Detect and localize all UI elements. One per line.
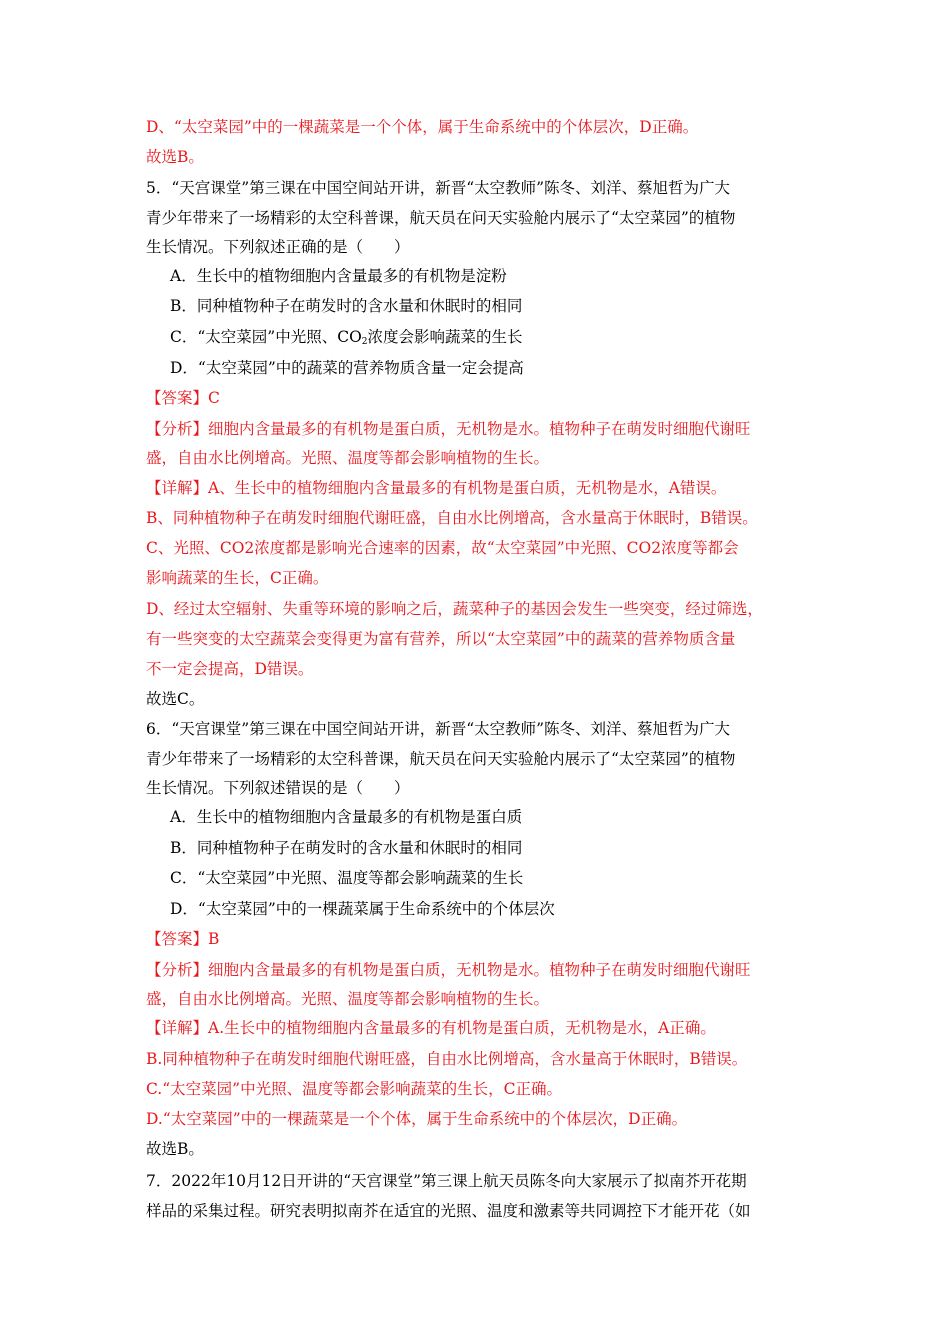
q5-option-a: A．生长中的植物细胞内含量最多的有机物是淀粉: [170, 267, 507, 285]
prev-conclusion: 故选B。: [146, 148, 204, 166]
q5-analysis-line-2: 盛，自由水比例增高。光照、温度等都会影响植物的生长。: [146, 449, 550, 467]
q6-answer: 【答案】B: [146, 930, 220, 948]
q6-detail-line-2: B.同种植物种子在萌发时细胞代谢旺盛，自由水比例增高，含水量高于休眠时，B错误。: [146, 1050, 748, 1068]
q5-option-c-text: C．“太空菜园”中光照、CO: [170, 328, 362, 346]
prev-detail-d: D、“太空菜园”中的一棵蔬菜是一个个体，属于生命系统中的个体层次，D正确。: [146, 118, 699, 136]
q6-option-a: A．生长中的植物细胞内含量最多的有机物是蛋白质: [170, 808, 523, 826]
q6-analysis-line-1: 【分析】细胞内含量最多的有机物是蛋白质，无机物是水。植物种子在萌发时细胞代谢旺: [146, 961, 751, 979]
q7-stem-line-1: 7．2022年10月12日开讲的“天宫课堂”第三课上航天员陈冬向大家展示了拟南芥开花期: [146, 1172, 747, 1190]
q5-detail-line-4: 影响蔬菜的生长，C正确。: [146, 569, 329, 587]
q6-conclusion: 故选B。: [146, 1140, 204, 1158]
q5-stem-line-2: 青少年带来了一场精彩的太空科普课，航天员在问天实验舱内展示了“太空菜园”的植物: [146, 209, 736, 227]
q5-detail-line-7: 不一定会提高，D错误。: [146, 660, 314, 678]
q6-stem-line-3: 生长情况。下列叙述错误的是（ ）: [146, 779, 410, 797]
q5-option-b: B．同种植物种子在萌发时的含水量和休眠时的相同: [170, 297, 523, 315]
q6-detail-line-4: D.“太空菜园”中的一棵蔬菜是一个个体，属于生命系统中的个体层次，D正确。: [146, 1110, 688, 1128]
q7-stem-line-2: 样品的采集过程。研究表明拟南芥在适宜的光照、温度和激素等共同调控下才能开花（如: [146, 1202, 751, 1220]
q5-detail-line-1: 【详解】A、生长中的植物细胞内含量最多的有机物是蛋白质，无机物是水，A错误。: [146, 479, 727, 497]
q5-detail-line-3: C、光照、CO2浓度都是影响光合速率的因素，故“太空菜园”中光照、CO2浓度等都会: [146, 539, 739, 557]
q5-stem-line-3: 生长情况。下列叙述正确的是（ ）: [146, 238, 410, 256]
q5-detail-line-2: B、同种植物种子在萌发时细胞代谢旺盛，自由水比例增高，含水量高于休眠时，B错误。: [146, 509, 758, 527]
q6-detail-line-1: 【详解】A.生长中的植物细胞内含量最多的有机物是蛋白质，无机物是水，A正确。: [146, 1019, 716, 1037]
q6-stem-line-1: 6．“天宫课堂”第三课在中国空间站开讲，新晋“太空教师”陈冬、刘洋、蔡旭哲为广大: [146, 720, 731, 738]
q5-option-c-subscript: 2: [361, 337, 368, 347]
q6-option-d: D．“太空菜园”中的一棵蔬菜属于生命系统中的个体层次: [170, 900, 555, 918]
q5-detail-line-6: 有一些突变的太空蔬菜会变得更为富有营养，所以“太空菜园”中的蔬菜的营养物质含量: [146, 630, 736, 648]
q6-stem-line-2: 青少年带来了一场精彩的太空科普课，航天员在问天实验舱内展示了“太空菜园”的植物: [146, 750, 736, 768]
q5-analysis-line-1: 【分析】细胞内含量最多的有机物是蛋白质，无机物是水。植物种子在萌发时细胞代谢旺: [146, 420, 751, 438]
q6-analysis-line-2: 盛，自由水比例增高。光照、温度等都会影响植物的生长。: [146, 990, 550, 1008]
q5-answer: 【答案】C: [146, 389, 220, 407]
q6-option-c: C．“太空菜园”中光照、温度等都会影响蔬菜的生长: [170, 869, 524, 887]
q5-option-c: [170, 327, 523, 347]
q5-option-d: D．“太空菜园”中的蔬菜的营养物质含量一定会提高: [170, 359, 524, 377]
q5-conclusion: 故选C。: [146, 690, 205, 708]
q6-detail-line-3: C.“太空菜园”中光照、温度等都会影响蔬菜的生长，C正确。: [146, 1080, 562, 1098]
q5-detail-line-5: D、经过太空辐射、失重等环境的影响之后，蔬菜种子的基因会发生一些突变，经过筛选，: [146, 600, 763, 618]
q6-option-b: B．同种植物种子在萌发时的含水量和休眠时的相同: [170, 839, 523, 857]
q5-stem-line-1: 5．“天宫课堂”第三课在中国空间站开讲，新晋“太空教师”陈冬、刘洋、蔡旭哲为广大: [146, 179, 731, 197]
q5-option-c-rest: 浓度会影响蔬菜的生长: [367, 328, 523, 346]
